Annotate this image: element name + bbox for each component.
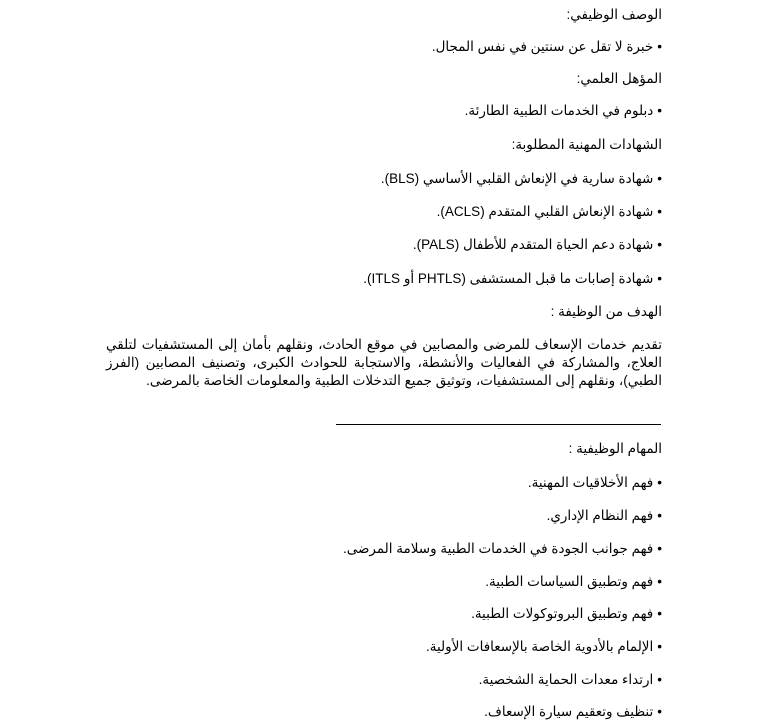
certificates-heading: الشهادات المهنية المطلوبة:	[511, 137, 662, 152]
job-duty-item-text: الإلمام بالأدوية الخاصة بالإسعافات الأولية.	[426, 639, 654, 654]
job-duty-item-text: فهم وتطبيق البروتوكولات الطبية.	[471, 606, 654, 621]
job-duty-item	[485, 573, 662, 591]
bullet-icon: •	[657, 237, 662, 252]
qualification-item-text: دبلوم في الخدمات الطبية الطارئة.	[464, 103, 654, 118]
bullet-icon: •	[657, 704, 662, 719]
job-duty-item-text: فهم جوانب الجودة في الخدمات الطبية وسلامة المرضى.	[342, 541, 654, 556]
job-duty-item	[528, 474, 662, 492]
job-duty-item	[479, 671, 662, 689]
certificate-item-text: شهادة إصابات ما قبل المستشفى (PHTLS أو ITLS).	[363, 271, 654, 286]
job-duty-item	[484, 703, 662, 721]
bullet-icon: •	[657, 475, 662, 490]
bullet-icon: •	[657, 672, 662, 687]
bullet-icon: •	[657, 271, 662, 286]
bullet-icon: •	[657, 606, 662, 621]
job-duty-item-text: فهم وتطبيق السياسات الطبية.	[485, 574, 654, 589]
job-description-item-text: خبرة لا تقل عن سنتين في نفس المجال.	[431, 39, 654, 54]
job-duty-item-text: فهم الأخلاقيات المهنية.	[527, 475, 654, 490]
qualification-heading: المؤهل العلمي:	[576, 71, 662, 86]
certificate-item-text: شهادة سارية في الإنعاش القلبي الأساسي (BLS).	[380, 171, 654, 186]
job-goal-heading: الهدف من الوظيفة :	[550, 304, 662, 319]
certificate-item	[363, 270, 662, 288]
bullet-icon: •	[657, 204, 662, 219]
bullet-icon: •	[657, 508, 662, 523]
certificate-item	[437, 203, 662, 221]
bullet-icon: •	[657, 103, 662, 118]
job-duty-item	[426, 638, 662, 656]
bullet-icon: •	[657, 39, 662, 54]
certificate-item-text: شهادة الإنعاش القلبي المتقدم (ACLS).	[436, 204, 654, 219]
bullet-icon: •	[657, 171, 662, 186]
qualification-item	[465, 102, 662, 120]
job-duty-item-text: تنظيف وتعقيم سيارة الإسعاف.	[484, 704, 654, 719]
certificate-item-text: شهادة دعم الحياة المتقدم للأطفال (PALS).	[412, 237, 654, 252]
job-duty-item	[547, 507, 662, 525]
certificate-item	[381, 170, 662, 188]
job-goal-paragraph: تقديم خدمات الإسعاف للمرضى والمصابين في موقع الحادث، ونقلهم بأمان إلى المستشفيات لتلقي العلاج، والمشاركة في الفعاليات والأنشطة، والاستجابة للحوادث الكبرى، وتصنيف المصابين (الفرز الطبي)، ونقلهم إلى المستشفيات، وتوثيق جميع التدخلات الطبية والمعلومات الخاصة بالمرضى.	[106, 337, 662, 388]
certificate-item	[413, 236, 662, 254]
section-divider	[336, 424, 661, 425]
bullet-icon: •	[657, 639, 662, 654]
job-duty-item-text: فهم النظام الإداري.	[546, 508, 654, 523]
job-duty-item-text: ارتداء معدات الحماية الشخصية.	[478, 672, 654, 687]
job-duty-item	[471, 605, 662, 623]
bullet-icon: •	[657, 541, 662, 556]
job-duty-item	[343, 540, 662, 558]
bullet-icon: •	[657, 574, 662, 589]
job-description-item	[432, 38, 662, 56]
job-duties-heading: المهام الوظيفية :	[568, 441, 662, 456]
job-description-heading: الوصف الوظيفي:	[566, 7, 662, 22]
